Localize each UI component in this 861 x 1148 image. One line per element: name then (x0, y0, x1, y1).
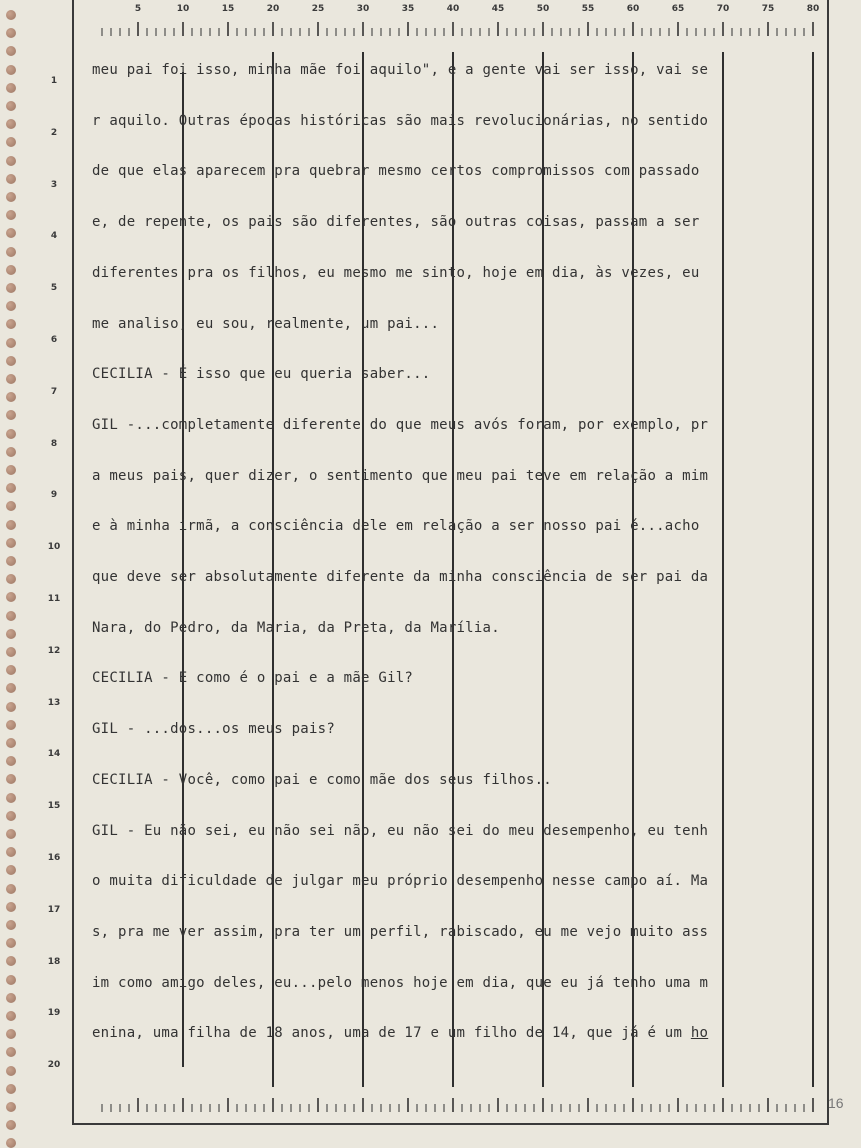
transcript-line: GIL - Eu não sei, eu não sei não, eu não sei do meu desempenho, eu tenh (92, 822, 709, 839)
binder-hole (6, 574, 16, 584)
binder-hole (6, 101, 16, 111)
line-number: 14 (47, 749, 61, 760)
line-number: 18 (47, 956, 61, 967)
transcript-line: CECILIA - É isso que eu queria saber... (92, 366, 431, 383)
ruler-scale-number: 65 (671, 4, 685, 14)
ruler-scale-number: 45 (491, 4, 505, 14)
binder-hole (6, 556, 16, 566)
ruler-scale-number: 5 (134, 4, 142, 14)
binder-hole (6, 65, 16, 75)
column-ruler-top (0, 0, 861, 50)
transcript-line: enina, uma filha de 18 anos, uma de 17 e um filho de 14, que já é um ho (92, 1025, 709, 1042)
line-number: 9 (50, 490, 58, 501)
transcript-line: de que elas aparecem pra quebrar mesmo certos compromissos com passado (92, 163, 700, 180)
transcript-line: me analiso, eu sou, realmente, um pai... (92, 315, 440, 332)
binder-hole (6, 538, 16, 548)
ruler-ticks-bottom (0, 1088, 861, 1118)
binder-hole (6, 1047, 16, 1057)
line-number: 6 (50, 335, 58, 345)
ruler-scale-number: 70 (716, 4, 730, 14)
binder-hole (6, 247, 16, 257)
column-ruler-bottom (0, 1088, 861, 1118)
binder-hole (6, 683, 16, 693)
binder-hole (6, 156, 16, 166)
transcript-line: Nara, do Pedro, da Maria, da Preta, da Marília. (92, 619, 500, 636)
binder-hole (6, 884, 16, 894)
transcript-line: diferentes pra os filhos, eu mesmo me sinto, hoje em dia, às vezes, eu (92, 264, 700, 281)
binder-hole (6, 702, 16, 712)
binder-hole (6, 647, 16, 657)
binder-hole (6, 829, 16, 839)
binder-hole (6, 938, 16, 948)
binder-holes (0, 0, 22, 1140)
binder-hole (6, 174, 16, 184)
ruler-scale-number: 55 (581, 4, 595, 14)
binder-hole (6, 210, 16, 220)
binder-hole (6, 447, 16, 457)
binder-hole (6, 228, 16, 238)
binder-hole (6, 283, 16, 293)
binder-hole (6, 811, 16, 821)
binder-hole (6, 301, 16, 311)
line-number: 20 (47, 1060, 61, 1071)
ruler-scale-number: 30 (356, 4, 370, 14)
line-number: 8 (50, 438, 58, 449)
ruler-scale-number: 20 (266, 4, 280, 14)
binder-hole (6, 738, 16, 748)
line-number: 19 (47, 1008, 61, 1019)
ruler-scale-number: 40 (446, 4, 460, 14)
binder-hole (6, 665, 16, 675)
line-number: 17 (47, 904, 61, 915)
line-number: 7 (50, 386, 58, 397)
binder-hole (6, 1066, 16, 1076)
binder-hole (6, 137, 16, 147)
binder-hole (6, 465, 16, 475)
page-number: 16 (828, 1095, 844, 1111)
transcript-line: CECILIA - Você, como pai e como mãe dos seus filhos.. (92, 771, 552, 788)
binder-hole (6, 501, 16, 511)
line-number: 5 (50, 283, 58, 294)
transcript-line: e à minha irmã, a consciência dele em relação a ser nosso pai é...acho (92, 518, 700, 535)
transcript-line: a meus pais, quer dizer, o sentimento que meu pai teve em relação a mim (92, 467, 709, 484)
line-number: 4 (50, 231, 58, 242)
line-number: 1 (50, 76, 58, 86)
binder-hole (6, 83, 16, 93)
binder-hole (6, 319, 16, 329)
ruler-scale-number: 35 (401, 4, 415, 14)
transcript-line: meu pai foi isso, minha mãe foi aquilo", e a gente vai ser isso, vai se (92, 62, 709, 78)
line-number: 2 (50, 127, 58, 138)
transcript-line: GIL - ...dos...os meus pais? (92, 721, 336, 738)
line-number: 12 (47, 645, 61, 656)
ruler-ticks-top (0, 0, 861, 50)
transcript-line: GIL -...completamente diferente do que meus avós foram, por exemplo, pr (92, 416, 709, 433)
binder-hole (6, 611, 16, 621)
binder-hole (6, 410, 16, 420)
binder-hole (6, 1120, 16, 1130)
binder-hole (6, 429, 16, 439)
column-guide-80 (812, 52, 814, 1087)
underlined-fragment: ho (690, 1025, 709, 1042)
transcript-line: CECILIA - E como é o pai e a mãe Gil? (92, 670, 414, 687)
transcript-line: que deve ser absolutamente diferente da minha consciência de ser pai da (92, 569, 709, 585)
line-number: 13 (47, 697, 61, 708)
binder-hole (6, 629, 16, 639)
transcript-line: im como amigo deles, eu...pelo menos hoje em dia, que eu já tenho uma m (92, 974, 709, 991)
binder-hole (6, 993, 16, 1003)
binder-hole (6, 356, 16, 366)
binder-hole (6, 774, 16, 784)
binder-hole (6, 793, 16, 803)
binder-hole (6, 192, 16, 202)
line-number: 16 (47, 853, 61, 863)
binder-hole (6, 975, 16, 985)
binder-hole (6, 1029, 16, 1039)
binder-hole (6, 956, 16, 966)
binder-hole (6, 720, 16, 730)
binder-hole (6, 902, 16, 912)
binder-hole (6, 374, 16, 384)
transcript-line: e, de repente, os pais são diferentes, são outras coisas, passam a ser (92, 214, 700, 231)
ruler-scale-number: 75 (761, 4, 775, 14)
line-number: 3 (50, 179, 58, 190)
ruler-scale-number: 10 (176, 4, 190, 14)
binder-hole (6, 338, 16, 348)
binder-hole (6, 865, 16, 875)
transcript-line: s, pra me ver assim, pra ter um perfil, rabiscado, eu me vejo muito ass (92, 923, 709, 940)
line-number: 15 (47, 801, 61, 812)
line-number: 11 (47, 594, 61, 604)
ruler-scale-number: 80 (806, 4, 820, 14)
column-guide-70 (722, 52, 724, 1087)
ruler-scale-number: 15 (221, 4, 235, 14)
ruler-scale-number: 25 (311, 4, 325, 14)
binder-hole (6, 847, 16, 857)
transcript-line: r aquilo. Outras épocas históricas são mais revolucionárias, no sentido (92, 112, 709, 129)
binder-hole (6, 265, 16, 275)
binder-hole (6, 483, 16, 493)
binder-hole (6, 920, 16, 930)
binder-hole (6, 756, 16, 766)
ruler-scale-number: 50 (536, 4, 550, 14)
binder-hole (6, 1011, 16, 1021)
transcript-line: o muita dificuldade de julgar meu próprio desempenho nesse campo aí. Ma (92, 873, 709, 890)
binder-hole (6, 119, 16, 129)
binder-hole (6, 592, 16, 602)
binder-hole (6, 392, 16, 402)
line-number: 10 (47, 542, 61, 553)
binder-hole (6, 520, 16, 530)
ruler-scale-number: 60 (626, 4, 640, 14)
